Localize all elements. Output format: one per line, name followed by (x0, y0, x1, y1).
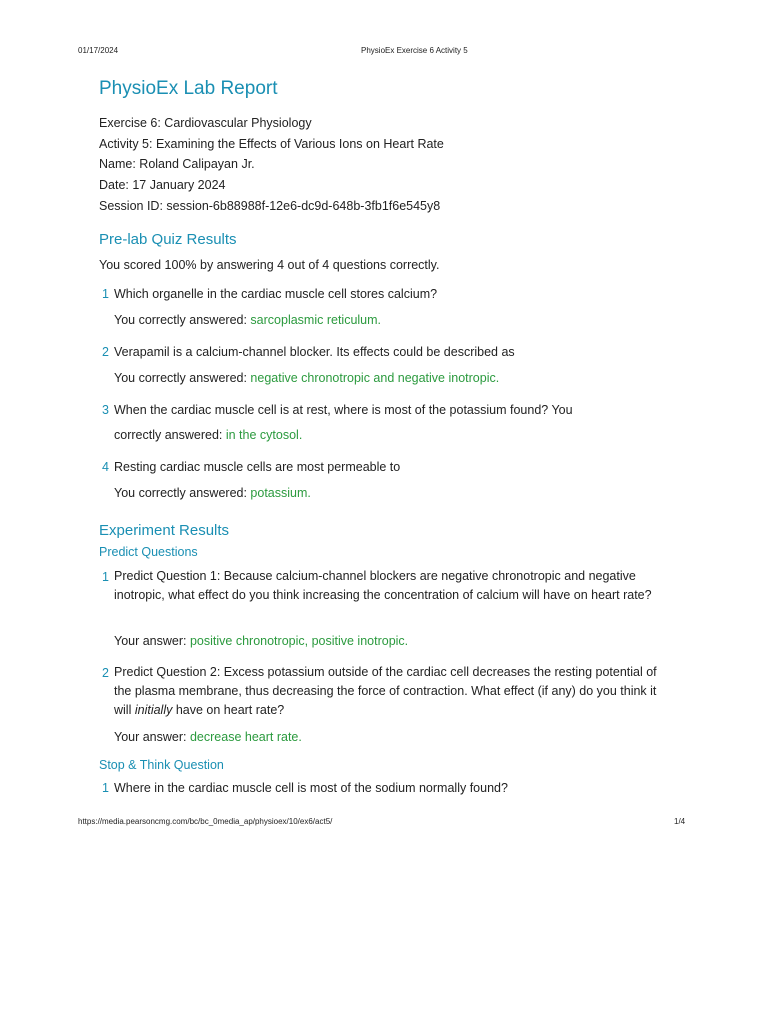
answer-value: in the cytosol. (225, 428, 303, 442)
print-date: 01/17/2024 (78, 46, 119, 55)
answer-value: potassium. (250, 486, 311, 500)
footer-url: https://media.pearsoncmg.com/bc/bc_0media_ap/physioex/10/ex6/act5/ (78, 817, 333, 826)
answer-value: decrease heart rate. (189, 730, 302, 744)
answer-prefix: Your answer: (114, 730, 190, 744)
predict-q1-number: 1 (102, 570, 109, 584)
predict-q2-number: 2 (102, 666, 109, 680)
prelab-q1-text: Which organelle in the cardiac muscle cell stores calcium? (114, 287, 438, 301)
stop-q1-text: Where in the cardiac muscle cell is most of the sodium normally found? (114, 781, 508, 795)
prelab-q1-answer (114, 313, 381, 327)
stop-q1-number: 1 (102, 781, 109, 795)
date-line: Date: 17 January 2024 (99, 178, 226, 192)
predict-q2-text (114, 663, 674, 720)
print-page-title: PhysioEx Exercise 6 Activity 5 (361, 46, 468, 55)
exercise-line: Exercise 6: Cardiovascular Physiology (99, 116, 312, 130)
predict-q2-text-part: Predict Question 2: Excess potassium outside of the cardiac cell decreases the resting potential of the plasma membrane, thus decreasing the force of contraction. What effect (if any) do you think it will (114, 665, 657, 717)
predict-q2-emphasis: initially (134, 703, 173, 717)
name-line: Name: Roland Calipayan Jr. (99, 157, 255, 171)
answer-value: negative chronotropic and negative inotropic. (250, 371, 500, 385)
predict-q2-text-part: have on heart rate? (172, 703, 285, 717)
prelab-q2-answer (114, 371, 499, 385)
prelab-q4-text: Resting cardiac muscle cells are most permeable to (114, 460, 401, 474)
answer-prefix: You correctly answered: (114, 313, 251, 327)
prelab-heading: Pre-lab Quiz Results (99, 231, 237, 248)
answer-prefix: You correctly answered: (114, 371, 251, 385)
prelab-q2-number: 2 (102, 345, 109, 359)
report-title: PhysioEx Lab Report (99, 78, 278, 99)
prelab-q3-number: 3 (102, 403, 109, 417)
predict-q1-answer (114, 634, 408, 648)
answer-prefix: You correctly answered: (114, 486, 251, 500)
prelab-q2-text: Verapamil is a calcium-channel blocker. Its effects could be described as (114, 345, 515, 359)
answer-prefix: correctly answered: (114, 428, 226, 442)
predict-heading: Predict Questions (99, 545, 198, 559)
activity-line: Activity 5: Examining the Effects of Various Ions on Heart Rate (99, 137, 444, 151)
answer-prefix: Your answer: (114, 634, 190, 648)
predict-q1-text: Predict Question 1: Because calcium-channel blockers are negative chronotropic and negative inotropic, what effect do you think increasing the concentration of calcium will have on heart rate? (114, 569, 652, 602)
prelab-q4-number: 4 (102, 460, 109, 474)
prelab-q1-number: 1 (102, 287, 109, 301)
prelab-q3-answer (114, 428, 302, 442)
footer-page-number: 1/4 (674, 817, 686, 826)
session-line: Session ID: session-6b88988f-12e6-dc9d-648b-3fb1f6e545y8 (99, 199, 441, 213)
stop-think-heading: Stop & Think Question (99, 758, 224, 772)
predict-q2-answer (114, 730, 302, 744)
prelab-q3-text: When the cardiac muscle cell is at rest, where is most of the potassium found? You (114, 403, 573, 417)
answer-value: positive chronotropic, positive inotropic. (189, 634, 409, 648)
prelab-q4-answer (114, 486, 311, 500)
experiment-heading: Experiment Results (99, 522, 230, 539)
answer-value: sarcoplasmic reticulum. (250, 313, 382, 327)
prelab-score: You scored 100% by answering 4 out of 4 questions correctly. (99, 258, 440, 272)
